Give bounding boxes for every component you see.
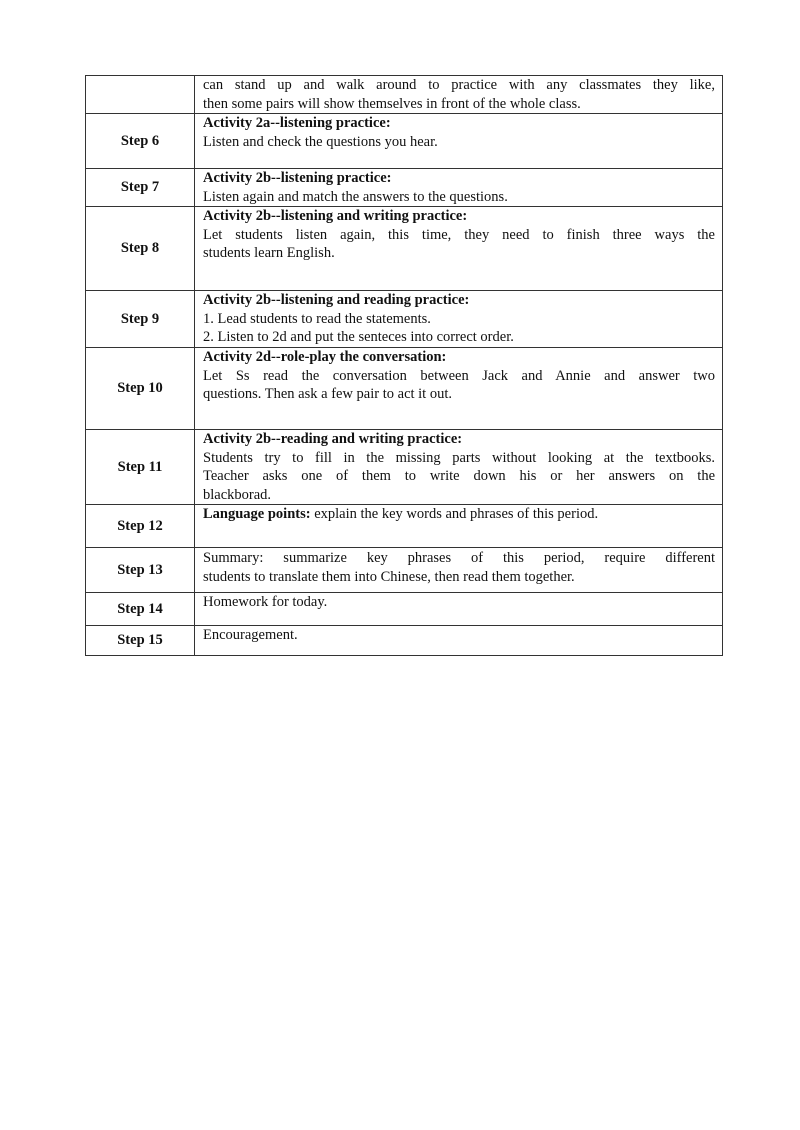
language-points-text: explain the key words and phrases of this period. — [310, 506, 599, 522]
content-line: Teacher asks one of them to write down his or her answers on the — [203, 468, 715, 484]
step-label: Step 8 — [86, 207, 195, 291]
table-row — [86, 114, 723, 169]
step-content — [195, 76, 723, 114]
activity-heading: Activity 2d--role-play the conversation: — [203, 349, 447, 365]
content-line: Listen again and match the answers to the questions. — [203, 188, 508, 205]
table-row — [86, 626, 723, 656]
step-label: Step 12 — [86, 505, 195, 548]
step-content — [195, 169, 723, 207]
content-line: Summary: summarize key phrases of this period, require different — [203, 550, 715, 566]
content-line: blackborad. — [203, 486, 272, 503]
activity-heading: Activity 2b--listening and reading practice: — [203, 292, 470, 308]
step-label: Step 9 — [86, 291, 195, 348]
table-row — [86, 548, 723, 593]
step-content — [195, 291, 723, 348]
step-label: Step 13 — [86, 548, 195, 593]
step-content — [195, 430, 723, 505]
activity-heading: Activity 2b--listening practice: — [203, 170, 392, 186]
content-line: then some pairs will show themselves in front of the whole class. — [203, 95, 581, 112]
activity-heading: Activity 2a--listening practice: — [203, 115, 391, 131]
step-label: Step 14 — [86, 593, 195, 626]
activity-heading: Activity 2b--reading and writing practice: — [203, 431, 463, 447]
content-line: Listen and check the questions you hear. — [203, 133, 438, 150]
step-label: Step 7 — [86, 169, 195, 207]
step-label: Step 15 — [86, 626, 195, 656]
table-row — [86, 348, 723, 430]
step-label: Step 11 — [86, 430, 195, 505]
content-line: students learn English. — [203, 245, 335, 261]
step-label: Step 6 — [86, 114, 195, 169]
step-content — [195, 626, 723, 656]
content-line: Students try to fill in the missing parts without looking at the textbooks. — [203, 449, 715, 466]
table-row — [86, 593, 723, 626]
step-content — [195, 348, 723, 430]
table-row — [86, 76, 723, 114]
step-label — [86, 76, 195, 114]
step-content — [195, 114, 723, 169]
language-points-label: Language points: — [203, 506, 311, 522]
content-line: questions. Then ask a few pair to act it out. — [203, 386, 452, 402]
content-line: 1. Lead students to read the statements. — [203, 310, 431, 327]
content-line: Homework for today. — [203, 594, 328, 610]
table-row — [86, 505, 723, 548]
step-content — [195, 505, 723, 548]
step-content — [195, 593, 723, 626]
table-row — [86, 291, 723, 348]
content-line: Encouragement. — [203, 627, 298, 643]
step-content — [195, 548, 723, 593]
content-line: Let Ss read the conversation between Jack and Annie and answer two — [203, 367, 715, 384]
content-line: can stand up and walk around to practice with any classmates they like, — [203, 77, 715, 93]
step-content — [195, 207, 723, 291]
table-row — [86, 430, 723, 505]
content-line: students to translate them into Chinese, then read them together. — [203, 568, 575, 585]
content-line: 2. Listen to 2d and put the senteces into correct order. — [203, 329, 514, 345]
lesson-plan-table — [85, 75, 723, 656]
table-row — [86, 169, 723, 207]
content-line: Let students listen again, this time, they need to finish three ways the — [203, 226, 715, 243]
activity-heading: Activity 2b--listening and writing practice: — [203, 208, 468, 224]
step-label: Step 10 — [86, 348, 195, 430]
content-line — [203, 505, 715, 524]
table-row — [86, 207, 723, 291]
